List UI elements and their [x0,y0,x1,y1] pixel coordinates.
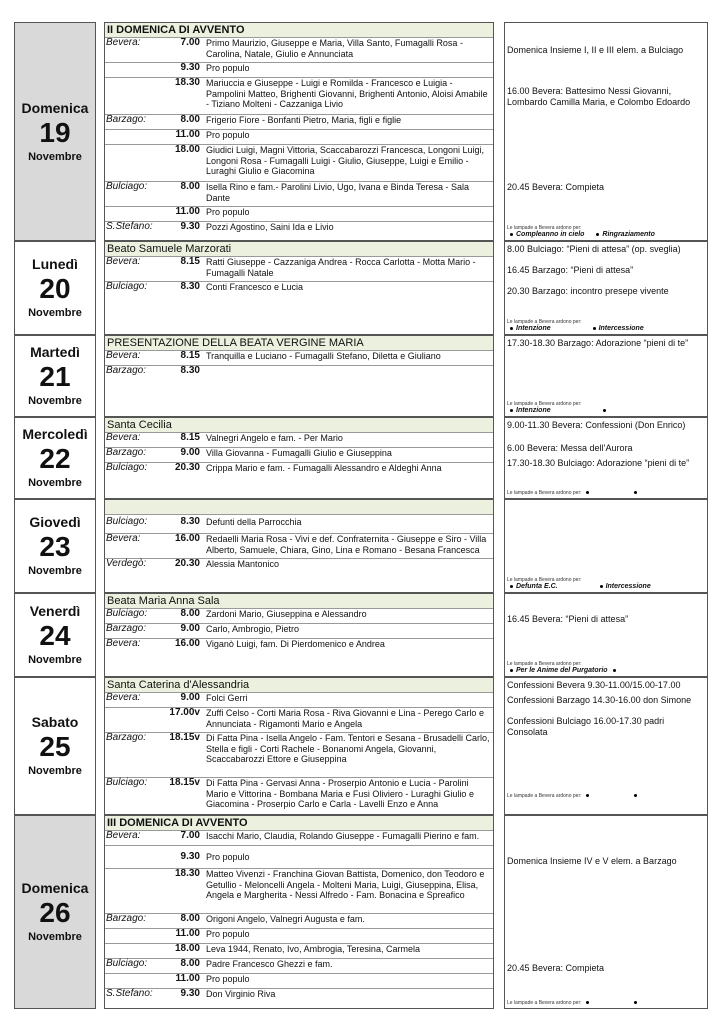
day-month: Novembre [28,931,82,943]
mass-row: 9.30 Pro populo [105,846,493,869]
events-panel [504,815,708,1009]
mass-row: 9.30 Pro populo [105,63,493,78]
mass-row: 11.00 Pro populo [105,130,493,145]
day-name: Sabato [31,714,79,730]
mass-row: 18.30 Matteo Vivenzi - Franchina Giovan Battista, Domenico, don Teodoro e Getullio - Meloncelli Angela - Molteni Maria, Luigi, Giuseppina, Elisa, Angela e Margherita - Nessi Alfredo - Fam. Bonacina e Spreafico [105,869,493,914]
day-month: Novembre [28,654,82,666]
event-text: 16.45 Bevera: “Pieni di attesa” [507,614,629,624]
events-panel [504,22,708,241]
lamp-note: Le lampade a Bevera ardono per: Per le Anime del Purgatorio [507,661,705,675]
mass-row: Bulciago: 18.15v Di Fatta Pina - Gervasi Anna - Proserpio Antonio e Lucia - Parolini Mario e Vittorina - Bombana Maria e Fusi Oliviero - Luraghi Giulio e Giacomina - Proserpio Carlo e Carla - Lavelli Enzo e Anna [106,777,474,809]
mass-row: Bevera: 9.00 Folci Gerri [105,693,493,708]
day-cell [14,241,96,335]
day-cell [14,815,96,1009]
liturgy-title: Beata Maria Anna Sala [105,594,493,609]
event-text: Domenica Insieme IV e V elem. a Barzago [507,856,677,866]
day-number: 21 [39,361,71,392]
mass-row: Bevera: 16.00 Redaelli Maria Rosa - Vivi e def. Confraternita - Giuseppe e Siro - Villa Alberto, Samuele, Chiara, Gino, Lina e Romano - Besana Francesca [105,534,493,559]
event-text: 17.30-18.30 Bulciago: Adorazione “pieni di te” [507,458,690,468]
event-text: 9.00-11.30 Bevera: Confessioni (Don Enrico) [507,420,686,430]
events-panel [504,677,708,815]
lamp-note: Le lampade a Bevera ardono per: Defunta E.C. Intercessione [507,577,651,590]
day-cell [14,677,96,815]
mass-row: Bevera: 7.00 Isacchi Mario, Claudia, Rolando Giuseppe - Fumagalli Pierino e fam. [105,831,493,846]
mass-row: Barzago: 18.15v Di Fatta Pina - Isella Angelo - Fam. Tentori e Sesana - Brusadelli Carlo, Stella e figli - Corti Rachele - Bonanomi Angela, Giovanni, Scaccabarozzi Ettore e Giuseppina [105,733,493,778]
mass-row: Bevera: 8.15 Ratti Giuseppe - Cazzaniga Andrea - Rocca Carlotta - Motta Mario - Fumagalli Natale [105,257,493,282]
day-month: Novembre [28,477,82,489]
day-cell [14,499,96,593]
lamp-note: Le lampade a Bevera ardono per: Compleanno in cielo Ringraziamento [507,225,655,238]
event-text: 8.00 Bulciago: “Pieni di attesa” (op. sveglia) [507,244,681,254]
liturgy-title: Beato Samuele Marzorati [105,242,493,257]
mass-list [104,677,494,815]
liturgy-title: PRESENTAZIONE DELLA BEATA VERGINE MARIA [105,336,493,351]
mass-row: S.Stefano: 9.30 Don Virginio Riva [106,988,276,999]
mass-row: Bulciago: 8.00 Isella Rino e fam.- Parolini Livio, Ugo, Ivana e Binda Teresa - Sala Dante [105,182,493,207]
mass-list [104,593,494,677]
day-month: Novembre [28,150,82,163]
day-month: Novembre [28,765,82,777]
mass-row: Verdegò: 20.30 Alessia Mantonico [106,558,280,569]
mass-row: S.Stefano: 9.30 Pozzi Agostino, Saini Ida e Livio [106,221,334,232]
mass-row: Barzago: 9.00 Villa Giovanna - Fumagalli Giulio e Giuseppina [105,448,493,463]
mass-row: Bevera: 16.00 Viganò Luigi, fam. Di Pierdomenico e Andrea [106,638,385,649]
mass-row: Bulciago: 8.00 Padre Francesco Ghezzi e fam. [105,959,493,974]
mass-list [104,22,494,241]
day-cell [14,22,96,241]
day-name: Giovedì [29,514,81,530]
event-text: Confessioni Bulciago 16.00-17.30 padri Consolata [507,716,665,737]
mass-list [104,335,494,417]
day-number: 24 [39,620,71,651]
events-panel [504,241,708,335]
mass-row: Bevera: 8.15 Valnegri Angelo e fam. - Per Mario [105,433,493,448]
day-number: 25 [39,731,71,762]
day-cell [14,335,96,417]
event-text: 6.00 Bevera: Messa dell’Aurora [507,443,633,453]
mass-row: Bulciago: 8.30 Conti Francesco e Lucia [106,281,304,292]
event-text: 16.00 Bevera: Battesimo Nessi Giovanni, Lombardo Camilla Maria, e Colombo Edoardo [507,86,691,107]
event-text: 20.45 Bevera: Compieta [507,963,605,973]
mass-row: 17.00v Zuffi Celso - Corti Maria Rosa - Riva Giovanni e Lina - Perego Carlo e Annunciata - Rigamonti Mario e Angela [105,708,493,733]
mass-list [104,417,494,499]
liturgy-title [105,500,493,515]
day-number: 20 [39,273,71,304]
lamp-note: Le lampade a Bevera ardono per: [507,792,705,800]
day-number: 19 [39,116,71,148]
day-cell [14,417,96,499]
mass-row: Bulciago: 8.30 Defunti della Parrocchia [105,517,493,534]
day-name: Domenica [21,880,89,896]
mass-row: 11.00 Pro populo [105,207,493,222]
lamp-note: Le lampade a Bevera ardono per: [507,489,705,497]
mass-row: Bulciago: 20.30 Crippa Mario e fam. - Fumagalli Alessandro e Aldeghi Anna [106,462,442,473]
event-text: 16.45 Barzago: “Pieni di attesa” [507,265,634,275]
event-text: 17.30-18.30 Barzago: Adorazione “pieni di te” [507,338,689,348]
event-text: 20.30 Barzago: incontro presepe vivente [507,286,669,296]
lamp-note: Le lampade a Bevera ardono per: Intenzione [507,401,705,415]
event-text: Confessioni Bevera 9.30-11.00/15.00-17.00 [507,680,681,690]
day-month: Novembre [28,565,82,577]
mass-list [104,499,494,593]
liturgy-title: II DOMENICA DI AVVENTO [105,23,493,38]
mass-row: Bevera: 7.00 Primo Maurizio, Giuseppe e Maria, Villa Santo, Fumagalli Rosa - Carolina, Natale, Giulio e Annunciata [105,38,493,63]
mass-list [104,815,494,1009]
mass-row: 18.00 Leva 1944, Renato, Ivo, Ambrogia, Teresina, Carmela [105,944,493,959]
mass-row: Bulciago: 8.00 Zardoni Mario, Giuseppina e Alessandro [105,609,493,624]
mass-row: 18.30 Mariuccia e Giuseppe - Luigi e Romilda - Francesco e Luigia - Pampolini Matteo, Brighenti Giovanni, Brighenti Antonio, Aloisi Amabile - Tiziano Molteni - Cazzaniga Livio [105,78,493,115]
mass-row: Barzago: 8.30 [106,365,200,376]
event-text: Confessioni Barzago 14.30-16.00 don Simone [507,695,692,705]
day-name: Martedì [30,344,80,360]
mass-row: Barzago: 8.00 Origoni Angelo, Valnegri Augusta e fam. [105,914,493,929]
liturgy-title: Santa Caterina d'Alessandria [105,678,493,693]
liturgy-title: Santa Cecilia [105,418,493,433]
day-month: Novembre [28,307,82,319]
events-panel [504,499,708,593]
day-number: 26 [39,897,71,928]
mass-row: 18.00 Giudici Luigi, Magni Vittoria, Scaccabarozzi Francesca, Longoni Luigi, Longoni Rosa - Fumagalli Luigi - Giulio, Giuseppe, Luigi e Emilio - Luraghi Giulio e Giacomina [105,145,493,182]
day-name: Domenica [21,99,89,116]
day-name: Mercoledì [22,426,88,442]
day-number: 22 [39,443,71,474]
lamp-note: Le lampade a Bevera ardono per: [507,999,705,1007]
mass-row: Bevera: 8.15 Tranquilla e Luciano - Fumagalli Stefano, Diletta e Giuliano [105,351,493,366]
liturgy-title: III DOMENICA DI AVVENTO [105,816,493,831]
events-panel [504,593,708,677]
day-month: Novembre [28,395,82,407]
events-panel [504,417,708,499]
mass-row: 11.00 Pro populo [105,929,493,944]
day-name: Venerdì [29,603,81,619]
mass-row: Barzago: 9.00 Carlo, Ambrogio, Pietro [105,624,493,639]
day-number: 23 [39,531,71,562]
day-name: Lunedì [32,256,78,272]
mass-list [104,241,494,335]
mass-row: Barzago: 8.00 Frigerio Fiore - Bonfanti Pietro, Maria, figli e figlie [105,115,493,130]
event-text: Domenica Insieme I, II e III elem. a Bulciago [507,45,684,55]
lamp-note: Le lampade a Bevera ardono per: Intenzione Intercessione [507,319,644,332]
events-panel [504,335,708,417]
event-text: 20.45 Bevera: Compieta [507,182,605,192]
mass-row: 11.00 Pro populo [105,974,493,989]
day-cell [14,593,96,677]
